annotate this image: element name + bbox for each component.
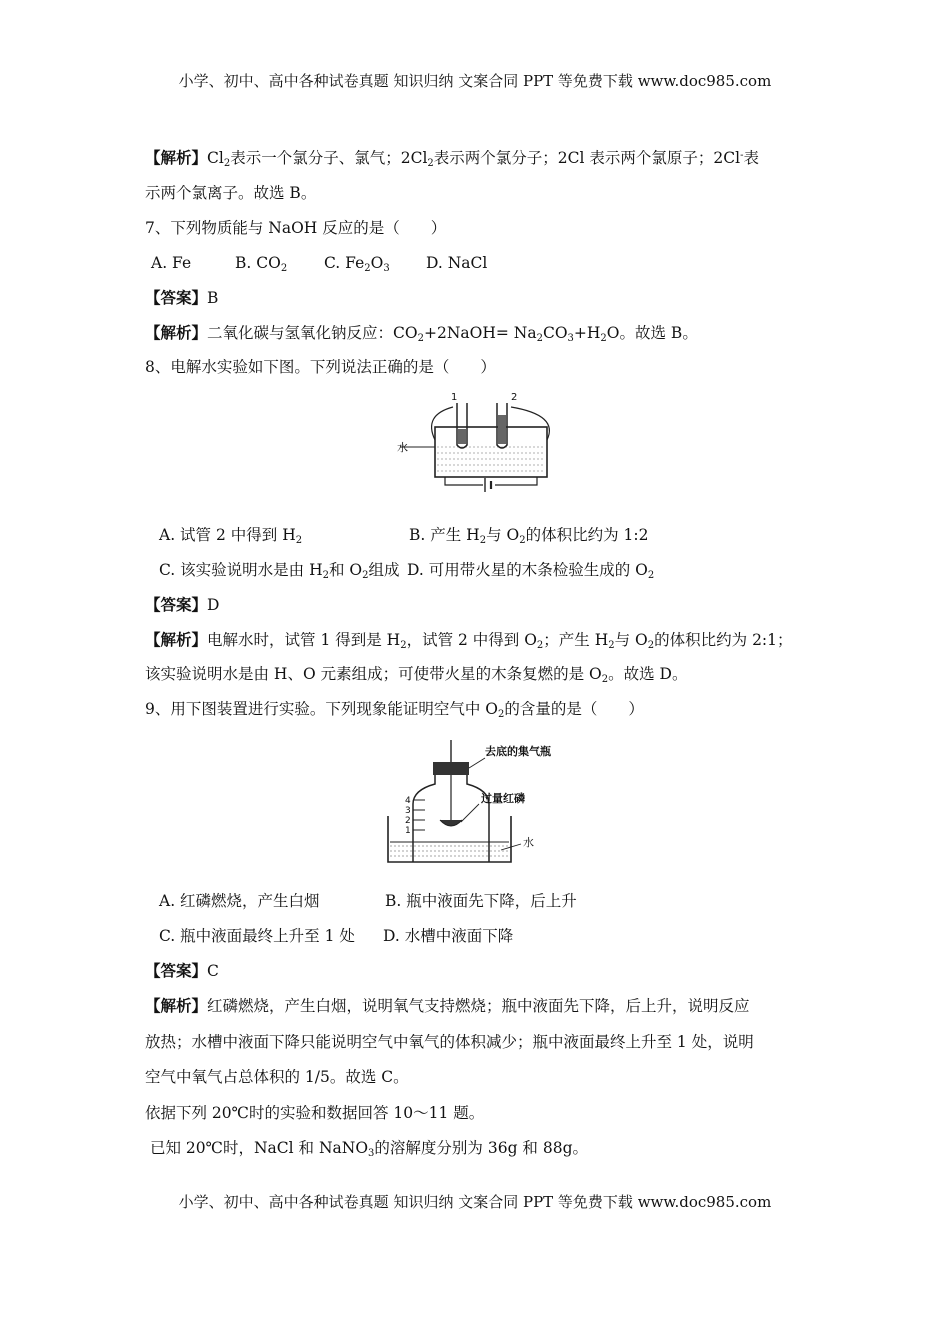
q9-analysis-line1: 【解析】红磷燃烧，产生白烟，说明氧气支持燃烧；瓶中液面先下降，后上升，说明反应	[145, 996, 750, 1015]
q7-option-d: D. NaCl	[426, 254, 488, 272]
label-bottle: 去底的集气瓶	[485, 745, 551, 758]
q6-analysis-line2: 示两个氯离子。故选 B。	[145, 184, 317, 202]
scale-tick-4: 4	[405, 796, 411, 806]
electrolysis-label-water: 水	[397, 441, 408, 454]
electrolysis-label-tube2: 2	[511, 392, 518, 403]
q10-intro-line1: 依据下列 20℃时的实验和数据回答 10～11 题。	[145, 1104, 485, 1122]
label-phosphorus: 过量红磷	[481, 792, 525, 805]
q10-intro-line2: 已知 20℃时，NaCl 和 NaNO$_3$的溶解度分别为 36g 和 88g。	[150, 1139, 588, 1159]
electrolysis-label-tube1: 1	[451, 392, 458, 403]
page-header: 小学、初中、高中各种试卷真题 知识归纳 文案合同 PPT 等免费下载 www.doc985.com	[178, 72, 772, 90]
q8-option-b: B. 产生 $H_2$与 $O_2$的体积比约为 1:2	[409, 526, 649, 546]
label-water: 水	[523, 836, 534, 849]
red-phosphorus-figure	[383, 738, 558, 870]
scale-tick-3: 3	[405, 806, 411, 816]
q7-option-b: B. $CO_2$	[235, 254, 288, 274]
q8-stem: 8、电解水实验如下图。下列说法正确的是（ ）	[145, 358, 496, 376]
q9-stem: 9、用下图装置进行实验。下列现象能证明空气中 $O_2$的含量的是（ ）	[145, 700, 644, 720]
q7-answer: 【答案】B	[145, 288, 219, 307]
q8-answer: 【答案】D	[145, 595, 220, 614]
q7-stem: 7、下列物质能与 NaOH 反应的是（ ）	[145, 219, 447, 237]
q9-analysis-line2: 放热；水槽中液面下降只能说明空气中氧气的体积减少；瓶中液面最终上升至 1 处，说明	[145, 1033, 754, 1051]
scale-tick-1: 1	[405, 826, 411, 836]
q8-option-d: D. 可用带火星的木条检验生成的 $O_2$	[407, 561, 655, 581]
q9-option-b: B. 瓶中液面先下降，后上升	[385, 892, 577, 910]
q7-option-c: C. $Fe_2O_3$	[324, 254, 390, 274]
analysis-tag: 【解析】	[145, 148, 208, 167]
scale-tick-2: 2	[405, 816, 411, 826]
q8-option-a: A. 试管 2 中得到 $H_2$	[159, 526, 303, 546]
q9-option-a: A. 红磷燃烧，产生白烟	[159, 892, 320, 910]
electrolysis-figure	[395, 385, 560, 495]
q9-option-c: C. 瓶中液面最终上升至 1 处	[159, 927, 355, 945]
page-footer: 小学、初中、高中各种试卷真题 知识归纳 文案合同 PPT 等免费下载 www.doc985.com	[178, 1193, 772, 1211]
q8-analysis-line2: 该实验说明水是由 H、O 元素组成；可使带火星的木条复燃的是 $O_2$。故选 D。	[145, 665, 688, 685]
q7-analysis: 【解析】二氧化碳与氢氧化钠反应：$CO_2+2NaOH= Na_2CO_3+H_2O$。故选 B。	[145, 323, 698, 344]
q8-analysis-line1: 【解析】电解水时，试管 1 得到是 $H_2$，试管 2 中得到 $O_2$；产生 $H_2$与 $O_2$的体积比约为 2:1；	[145, 630, 793, 651]
q9-analysis-line3: 空气中氧气占总体积的 1/5。故选 C。	[145, 1068, 409, 1086]
q6-analysis-line1: 【解析】$Cl_2$表示一个氯分子、氯气；$2Cl_2$表示两个氯分子；2Cl 表示两个氯原子；2Cl-表	[145, 148, 759, 169]
q9-answer: 【答案】C	[145, 961, 219, 980]
q7-option-a: A. Fe	[151, 254, 192, 272]
q8-option-c: C. 该实验说明水是由 $H_2$和 $O_2$组成	[159, 561, 400, 581]
q9-option-d: D. 水槽中液面下降	[383, 927, 514, 945]
